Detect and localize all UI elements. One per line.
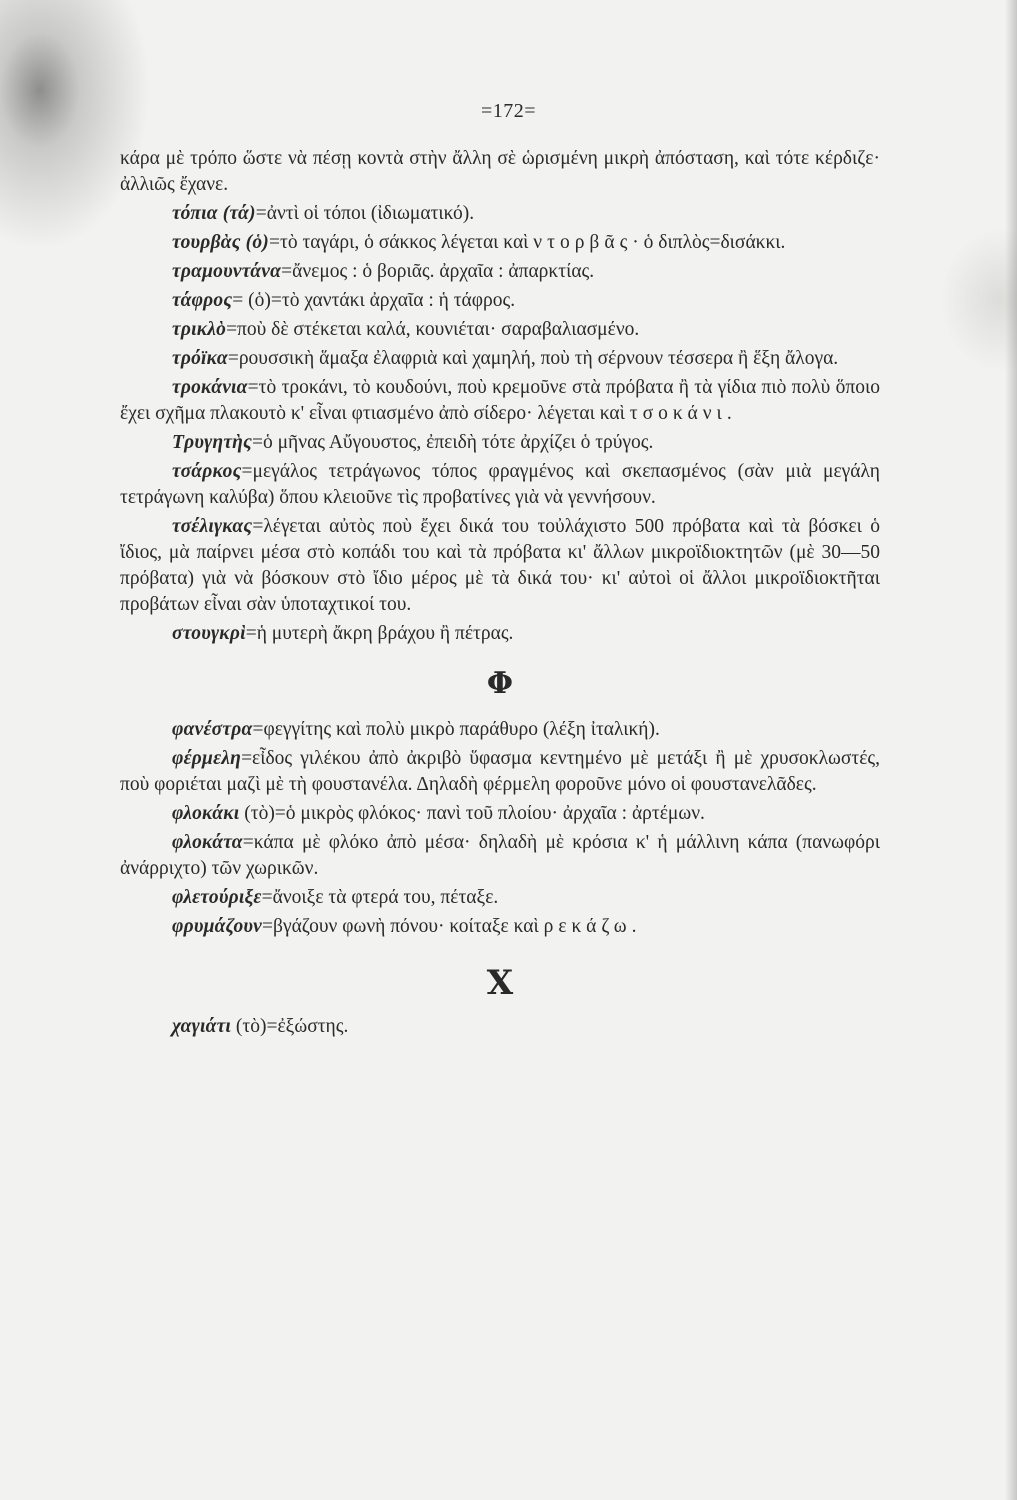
entry-definition: =βγάζουν φωνὴ πόνου· κοίταξε καὶ [262,916,544,937]
entry-definition: =κάπα μὲ φλόκο ἀπὸ μέσα· δηλαδὴ μὲ κρόσια κ' ἡ μάλλινη κάπα (πανωφόρι ἀνάρριχτο) τῶν χωρικῶν. [120,832,880,879]
entry-definition: κάρα μὲ τρόπο ὥστε νὰ πέσῃ κοντὰ στὴν ἄλλη σὲ ὡρισμένη μικρὴ ἀπόσταση, καὶ τότε κέρδιζε· ἀλλιῶς ἔχανε. [120,148,880,195]
entry-definition-tail: · ὁ διπλὸς=δισάκκι. [632,232,786,253]
glossary-entry [120,201,880,227]
section-heading-chi: Χ [486,963,514,1003]
glossary-entry [120,885,880,911]
glossary-entry [120,830,880,882]
glossary-entry [120,288,880,314]
glossary-entry [120,259,880,285]
glossary-entry [120,801,880,827]
entry-headword: φρυμάζουν [172,916,263,937]
entry-spaced-word: τσοκάνι [629,403,727,424]
page-edge-shadow [1005,0,1017,1500]
entry-headword: φανέστρα [172,719,253,740]
entry-definition: (τὸ)=ὁ μικρὸς φλόκος· πανὶ τοῦ πλοίου· ἀρχαῖα : ἀρτέμων. [239,803,705,824]
entry-headword: φλοκάκι [172,803,240,824]
entry-definition: =μεγάλος τετράγωνος τόπος φραγμένος καὶ σκεπασμένος (σὰν μιὰ μεγάλη τετράγωνη καλύβα) ὅπου κλειοῦνε τὶς προβατίνες γιὰ νὰ γεννήσουν. [120,461,880,508]
glossary-entry [120,746,880,798]
entry-definition: =λέγεται αὐτὸς ποὺ ἔχει δικά του τοὐλάχιστο 500 πρόβατα καὶ τὰ βόσκει ὁ ἴδιος, μὰ παίρνει μέσα στὸ κοπάδι του καὶ τὰ πρόβατα κι' ἄλλων μικροϊδιοκτητῶν (μὲ 30—50 πρόβατα) γιὰ νὰ βόσκουν στὸ ἴδιο μέρος μὲ τὰ δικά του· κι' αὐτοὶ οἱ ἄλλοι μικροϊδιοκτῆται προβάτων εἶναι σὰν ὑποταχτικοί του. [120,516,880,615]
glossary-entry [120,514,880,618]
entry-definition: =ἄνοιξε τὰ φτερά του, πέταξε. [261,887,499,908]
glossary-body [120,146,880,1043]
glossary-entry [120,621,880,647]
entry-headword: Τρυγητὴς [172,432,252,453]
entry-headword: τρόϊκα [172,348,228,369]
glossary-entry [120,317,880,343]
entries-block-chi [120,1014,880,1040]
entry-definition-tail: . [631,916,637,937]
entry-headword: τσέλιγκας [172,516,253,537]
entry-headword: τραμουντάνα [172,261,282,282]
entry-definition: =εἶδος γιλέκου ἀπὸ ἀκριβὸ ὕφασμα κεντημένο μὲ μετάξι ἢ μὲ χρυσοκλωστές, ποὺ φοριέται μαζὶ μὲ τὴ φουστανέλα. Δηλαδὴ φέρμελη φοροῦνε μόνο οἱ φουστανελᾶδες. [120,748,880,795]
glossary-entry [120,346,880,372]
entry-definition: =ἀντὶ οἱ τόποι (ἰδιωματικό). [255,203,475,224]
entry-headword: τσάρκος [172,461,242,482]
entry-headword: φλετούριξε [172,887,262,908]
glossary-entry [120,375,880,427]
glossary-entry [120,430,880,456]
entry-headword: τρικλὸ [172,319,227,340]
entries-block-phi [120,717,880,940]
entry-definition: =ρουσσικὴ ἅμαξα ἐλαφριὰ καὶ χαμηλή, ποὺ τὴ σέρνουν τέσσερα ἢ ἕξη ἄλογα. [227,348,839,369]
entry-headword: τόπια (τά) [172,203,256,224]
glossary-entry [120,914,880,940]
entry-definition: = (ὁ)=τὸ χαντάκι ἀρχαῖα : ἡ τάφρος. [232,290,516,311]
entry-definition: =ποὺ δὲ στέκεται καλά, κουνιέται· σαραβαλιασμένο. [226,319,640,340]
entry-headword: τροκάνια [172,377,248,398]
section-heading-phi: Φ [486,666,514,701]
entries-block-tau [120,146,880,647]
page-number: =172= [480,100,537,122]
entry-definition: =ἡ μυτερὴ ἄκρη βράχου ἢ πέτρας. [245,623,514,644]
entry-headword: στουγκρὶ [172,623,246,644]
glossary-entry [120,1014,880,1040]
entry-definition: =φεγγίτης καὶ πολὺ μικρὸ παράθυρο (λέξη ἰταλική). [252,719,660,740]
glossary-entry [120,717,880,743]
entry-headword: τάφρος [172,290,233,311]
entry-headword: τουρβὰς (ὁ) [172,232,270,253]
entry-definition: =ἄνεμος : ὁ βοριᾶς. ἀρχαῖα : ἀπαρκτίας. [281,261,595,282]
entry-headword: χαγιάτι [172,1016,232,1037]
entry-definition: (τὸ)=ἐξώστης. [231,1016,349,1037]
entry-headword: φλοκάτα [172,832,243,853]
entry-headword: φέρμελη [172,748,242,769]
entry-spaced-word: ντορβᾶς [533,232,633,253]
glossary-entry [120,230,880,256]
glossary-entry [120,459,880,511]
entry-definition: =τὸ ταγάρι, ὁ σάκκος λέγεται καὶ [269,232,534,253]
entry-definition: =τὸ τροκάνι, τὸ κουδούνι, ποὺ κρεμοῦνε στὰ πρόβατα ἢ τὰ γίδια πιὸ πολὺ ὅποιο ἔχει σχῆμα πλακουτὸ κ' εἶναι φτιασμένο ἀπὸ σίδερο· λέγεται καὶ [120,377,880,424]
entry-spaced-word: ρεκάζω [543,916,632,937]
entry-definition-tail: . [726,403,732,424]
glossary-entry [120,146,880,198]
entry-definition: =ὁ μῆνας Αὔγουστος, ἐπειδὴ τότε ἀρχίζει ὁ τρύγος. [251,432,654,453]
